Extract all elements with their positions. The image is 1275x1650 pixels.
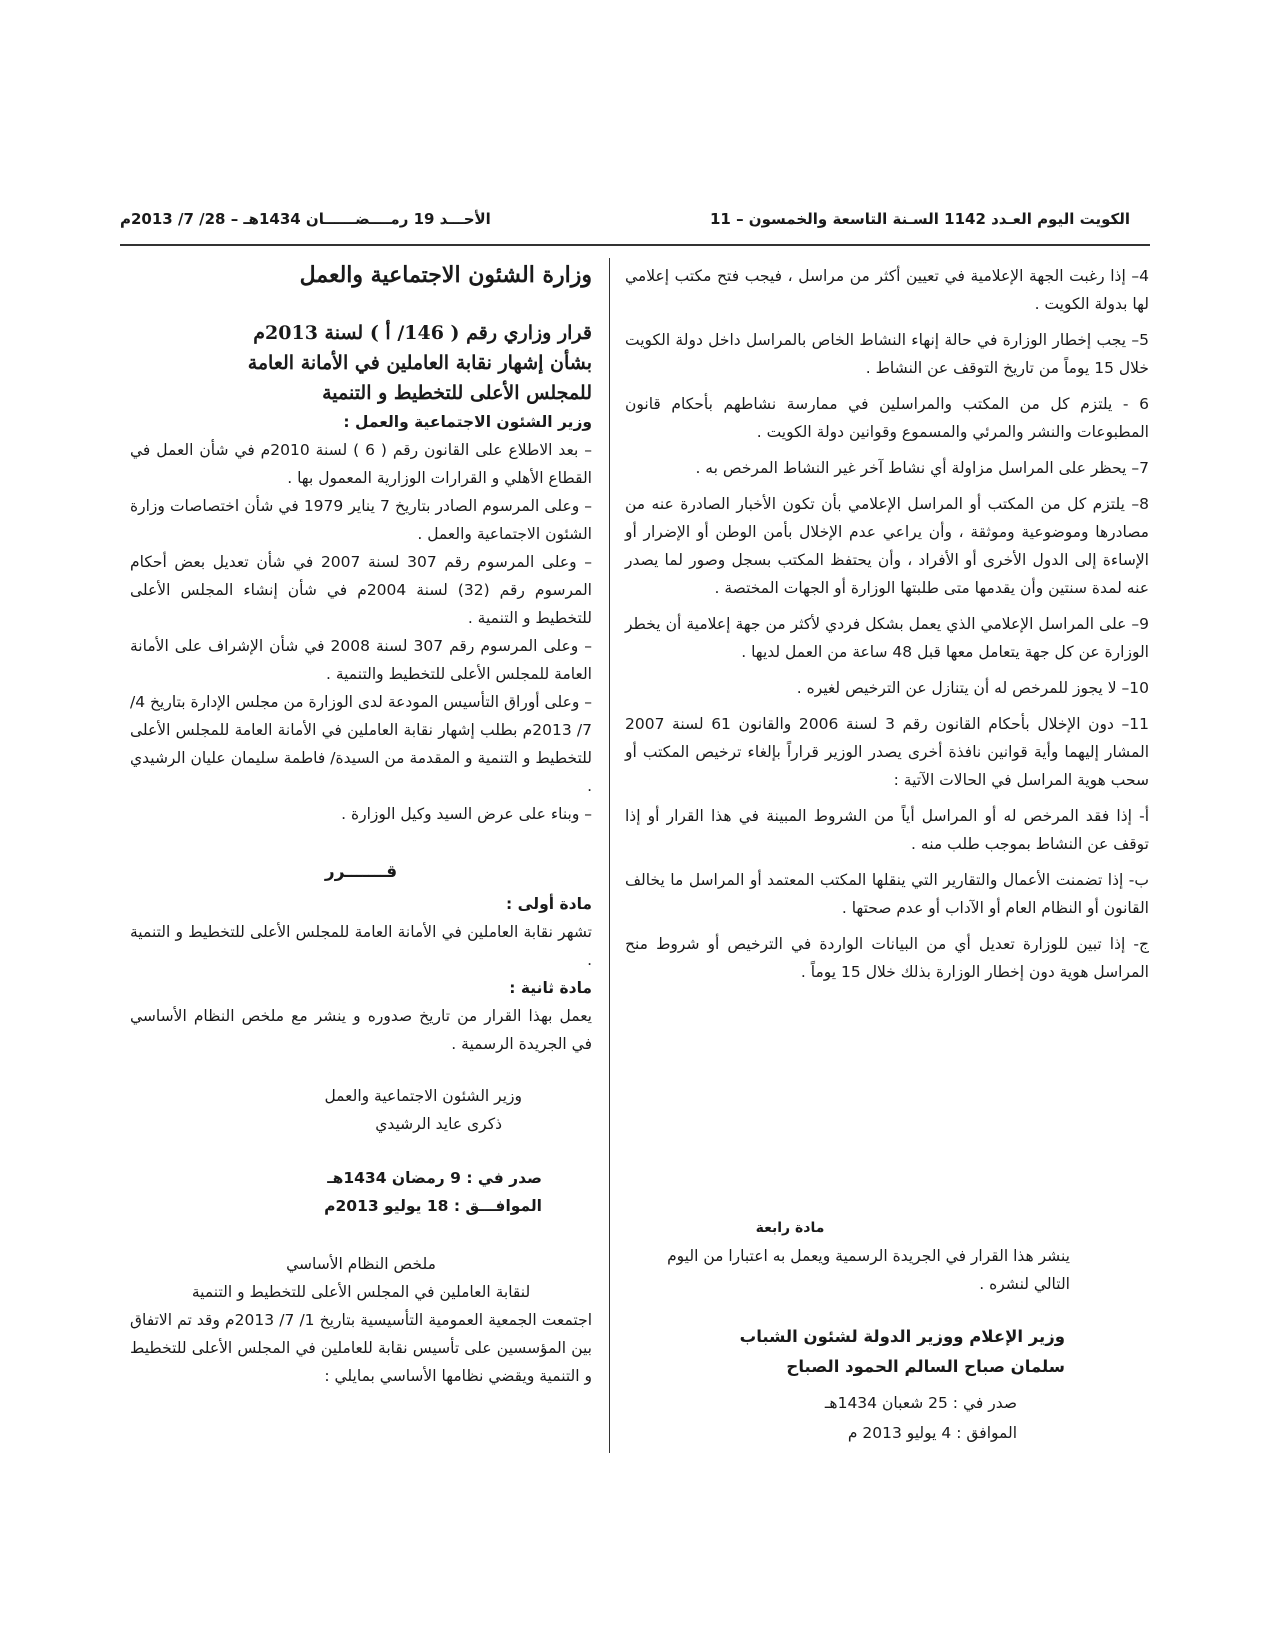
clause-item: 9– على المراسل الإعلامي الذي يعمل بشكل فردي لأكثر من جهة إعلامية أن يخطر الوزارة عن كل جهة يتعامل معها قبل 48 ساعة من العمل لديها . (625, 615, 1149, 661)
preamble-item: – وعلى أوراق التأسيس المودعة لدى الوزارة من مجلس الإدارة بتاريخ 4/ 7/ 2013م بطلب إشهار نقابة العاملين في الأمانة العامة للمجلس الأعلى للتخطيط و التنمية و المقدمة من السيدة/ فاطمة سليمان عليان الرشيدي . (130, 693, 592, 795)
article-four-text: ينشر هذا القرار في الجريدة الرسمية ويعمل به اعتبارا من اليوم التالي لنشره . (667, 1247, 1070, 1293)
clause-item: 6 - يلتزم كل من المكتب والمراسلين في ممارسة نشاطهم بأحكام قانون المطبوعات والنشر والمرئي والمسموع وقوانين دولة الكويت . (625, 395, 1149, 441)
summary-subtitle: لنقابة العاملين في المجلس الأعلى للتخطيط و التنمية (191, 1283, 531, 1301)
article-two-text: يعمل بهذا القرار من تاريخ صدوره و ينشر مع ملخص النظام الأساسي في الجريدة الرسمية . (130, 1007, 592, 1053)
summary-text: اجتمعت الجمعية العمومية التأسيسية بتاريخ 1/ 7/ 2013م وقد تم الاتفاق بين المؤسسين على تأسيس نقابة للعاملين في المجلس الأعلى للتخطيط و التنمية ويقضي نظامها الأساسي بمايلي : (130, 1311, 592, 1385)
decision-title-line: للمجلس الأعلى للتخطيط و التنمية (322, 382, 592, 404)
preamble-item: – وبناء على عرض السيد وكيل الوزارة . (341, 805, 592, 823)
clause-item: أ- إذا فقد المرخص له أو المراسل أياً من الشروط المبينة في هذا القرار أو إذا توقف عن النشاط بموجب طلب منه . (625, 807, 1149, 853)
left-column-decision (130, 258, 592, 1220)
signer-name: سلمان صباح السالم الحمود الصباح (786, 1357, 1065, 1376)
clause-item: 8– يلتزم كل من المكتب أو المراسل الإعلامي بأن تكون الأخبار الصادرة عنه من مصادرها وموضوعية وموثقة ، وأن يراعي عدم الإخلال بأمن الوطن أو الإضرار أو الإساءة إلى الدول الأخرى أو الأفراد ، وأن يحتفظ المكتب بسجل وصور لما يصدر عنه لمدة سنتين وأن يقدمها متى طلبتها الوزارة أو الجهات المختصة . (625, 495, 1149, 597)
decides-heading: قـــــــرر (324, 862, 398, 882)
article-one-text: تشهر نقابة العاملين في الأمانة العامة للمجلس الأعلى للتخطيط و التنمية . (130, 923, 592, 969)
clause-item: ج- إذا تبين للوزارة تعديل أي من البيانات الواردة في الترخيص أو شروط منح المراسل هوية دون إخطار الوزارة بذلك خلال 15 يوماً . (625, 935, 1149, 981)
clause-item: 7– يحظر على المراسل مزاولة أي نشاط آخر غير النشاط المرخص به . (695, 459, 1149, 477)
decision-title-line: بشأن إشهار نقابة العاملين في الأمانة العامة (247, 352, 592, 374)
signer-title: وزير الإعلام ووزير الدولة لشئون الشباب (739, 1327, 1065, 1346)
ministry-title: وزارة الشئون الاجتماعية والعمل (299, 262, 592, 288)
clause-item: 10– لا يجوز للمرخص له أن يتنازل عن الترخيص لغيره . (796, 679, 1149, 697)
corresponding-date: الموافق : 4 يوليو 2013 م (847, 1424, 1017, 1442)
preamble-item: – وعلى المرسوم رقم 307 لسنة 2008 في شأن الإشراف على الأمانة العامة للمجلس الأعلى للتخطيط والتنمية . (130, 637, 592, 683)
preamble-item: – بعد الاطلاع على القانون رقم ( 6 ) لسنة 2010م في شأن العمل في القطاع الأهلي و القرارات الوزارية المعمول بها . (130, 441, 592, 487)
decision-title-line: قرار وزاري رقم ( 146/ أ ) لسنة 2013م (253, 322, 592, 344)
signer-name: ذكرى عايد الرشيدي (375, 1115, 502, 1133)
article-two-heading: مادة ثانية : (509, 979, 592, 997)
minister-line: وزير الشئون الاجتماعية والعمل : (343, 413, 592, 431)
signer-title: وزير الشئون الاجتماعية والعمل (324, 1087, 522, 1105)
clause-item: 11– دون الإخلال بأحكام القانون رقم 3 لسنة 2006 والقانون 61 لسنة 2007 المشار إليهما وأية قوانين نافذة أخرى يصدر الوزير قراراً بإلغاء ترخيص المكتب أو سحب هوية المراسل في الحالات الآتية : (625, 715, 1149, 789)
issued-date: صدر في : 9 رمضان 1434هـ (327, 1169, 542, 1187)
preamble-item: – وعلى المرسوم الصادر بتاريخ 7 يناير 1979 في شأن اختصاصات وزارة الشئون الاجتماعية والعمل . (130, 497, 593, 543)
article-four (640, 1214, 1070, 1298)
article-one-heading: مادة أولى : (506, 895, 592, 913)
preamble-item: – وعلى المرسوم رقم 307 لسنة 2007 في شأن تعديل بعض أحكام المرسوم رقم (32) لسنة 2004م في شأن إنشاء المجلس الأعلى للتخطيط و التنمية . (130, 553, 592, 627)
information-minister-signature (640, 1322, 1065, 1448)
clause-item: ب- إذا تضمنت الأعمال والتقارير التي ينقلها المكتب المعتمد أو المراسل ما يخالف القانون أو النظام العام أو الآداب أو عدم صحتها . (625, 871, 1149, 917)
column-divider (609, 258, 610, 1453)
corresponding-date: الموافـــق : 18 يوليو 2013م (324, 1197, 542, 1215)
issued-date: صدر في : 25 شعبان 1434هـ (824, 1394, 1017, 1412)
bylaws-summary (130, 1250, 592, 1390)
right-column-articles (625, 262, 1149, 994)
article-four-title: مادة رابعة (755, 1220, 825, 1236)
header-date: الأحـــد 19 رمــــضــــــان 1434هـ – 28/ 7/ 2013م (120, 210, 491, 228)
summary-title: ملخص النظام الأساسي (286, 1255, 436, 1273)
header-issue-info: الكويت اليوم العـدد 1142 السـنة التاسعة والخمسون – 11 (709, 210, 1130, 228)
clause-item: 5– يجب إخطار الوزارة في حالة إنهاء النشاط الخاص بالمراسل داخل دولة الكويت خلال 15 يوماً من تاريخ التوقف عن النشاط . (625, 331, 1149, 377)
header-divider (120, 244, 1150, 246)
clause-item: 4– إذا رغبت الجهة الإعلامية في تعيين أكثر من مراسل ، فيجب فتح مكتب إعلامي لها بدولة الكويت . (625, 267, 1149, 313)
